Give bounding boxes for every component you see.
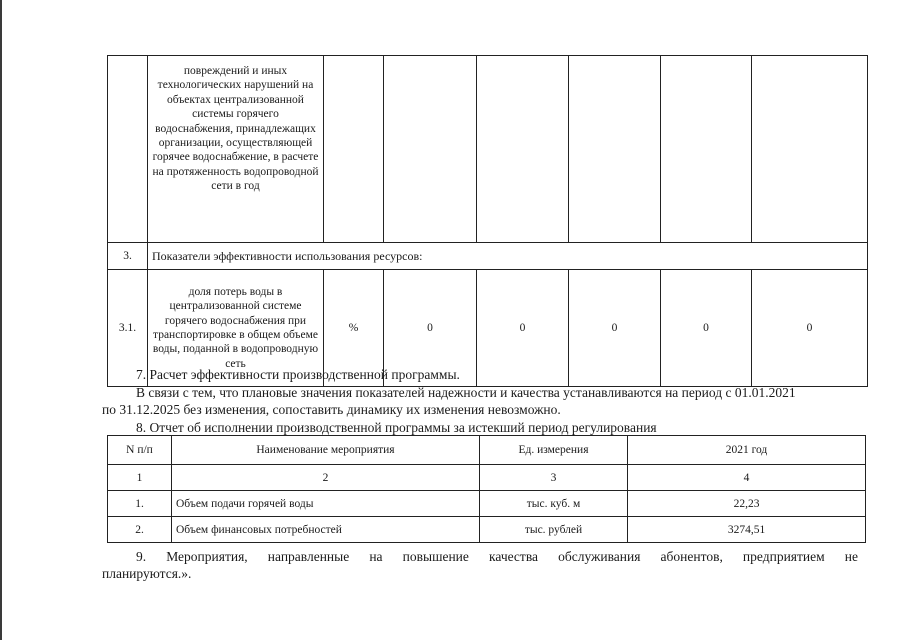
section-row xyxy=(108,243,868,270)
paragraph-8-heading: 8. Отчет об исполнении производственной программы за истекший период регулирования xyxy=(136,420,657,435)
value-cell xyxy=(569,56,661,243)
row-number xyxy=(108,56,148,243)
row-number: 1. xyxy=(108,491,172,517)
value-cell: 0 xyxy=(752,270,868,387)
column-header: N п/п xyxy=(108,436,172,465)
value-cell: 0 xyxy=(477,270,569,387)
value-cell: 0 xyxy=(569,270,661,387)
paragraph-7: 7. Расчет эффективности производственной программы. xyxy=(136,367,460,382)
table-header-row xyxy=(108,436,866,465)
report-table xyxy=(107,435,866,543)
column-number: 1 xyxy=(108,465,172,491)
indicator-description: доля потерь воды в централизованной системе горячего водоснабжения при транспортировке в общем объеме воды, поданной в водопроводную сеть xyxy=(148,270,324,387)
value-cell xyxy=(477,56,569,243)
value-cell: 0 xyxy=(384,270,477,387)
unit-cell: % xyxy=(324,270,384,387)
measure-name: Объем подачи горячей воды xyxy=(172,491,480,517)
value-cell xyxy=(752,56,868,243)
column-number: 4 xyxy=(628,465,866,491)
value-cell xyxy=(661,56,752,243)
indicators-table xyxy=(107,55,868,387)
column-number: 3 xyxy=(480,465,628,491)
unit-cell: тыс. рублей xyxy=(480,517,628,543)
page-edge-line xyxy=(0,0,2,640)
paragraph-9: 9. Мероприятия, направленные на повышение качества обслуживания абонентов, предприятием не xyxy=(136,549,858,564)
value-cell: 3274,51 xyxy=(628,517,866,543)
paragraph-text-line: В связи с тем, что плановые значения показателей надежности и качества устанавливаются на период с 01.01.2021 xyxy=(136,385,796,400)
measure-name: Объем финансовых потребностей xyxy=(172,517,480,543)
unit-cell xyxy=(324,56,384,243)
unit-cell: тыс. куб. м xyxy=(480,491,628,517)
indicator-description: повреждений и иных технологических нарушений на объектах централизованной системы горячего водоснабжения, принадлежащих организации, осуществляющей горячее водоснабжение, в расчете на протяженность водопроводной сети в год xyxy=(148,56,324,243)
paragraph-text-line: планируются.». xyxy=(102,566,192,581)
value-cell: 22,23 xyxy=(628,491,866,517)
row-number: 3.1. xyxy=(108,270,148,387)
paragraph-text-line: по 31.12.2025 без изменения, сопоставить динамику их изменения невозможно. xyxy=(102,402,561,417)
row-number: 3. xyxy=(108,243,148,270)
table-row xyxy=(108,491,866,517)
table-row xyxy=(108,56,868,243)
value-cell: 0 xyxy=(661,270,752,387)
row-number: 2. xyxy=(108,517,172,543)
column-header: 2021 год xyxy=(628,436,866,465)
column-number: 2 xyxy=(172,465,480,491)
value-cell xyxy=(384,56,477,243)
column-header: Ед. измерения xyxy=(480,436,628,465)
section-title: Показатели эффективности использования ресурсов: xyxy=(148,243,868,270)
column-numbering-row xyxy=(108,465,866,491)
column-header: Наименование мероприятия xyxy=(172,436,480,465)
table-row xyxy=(108,517,866,543)
